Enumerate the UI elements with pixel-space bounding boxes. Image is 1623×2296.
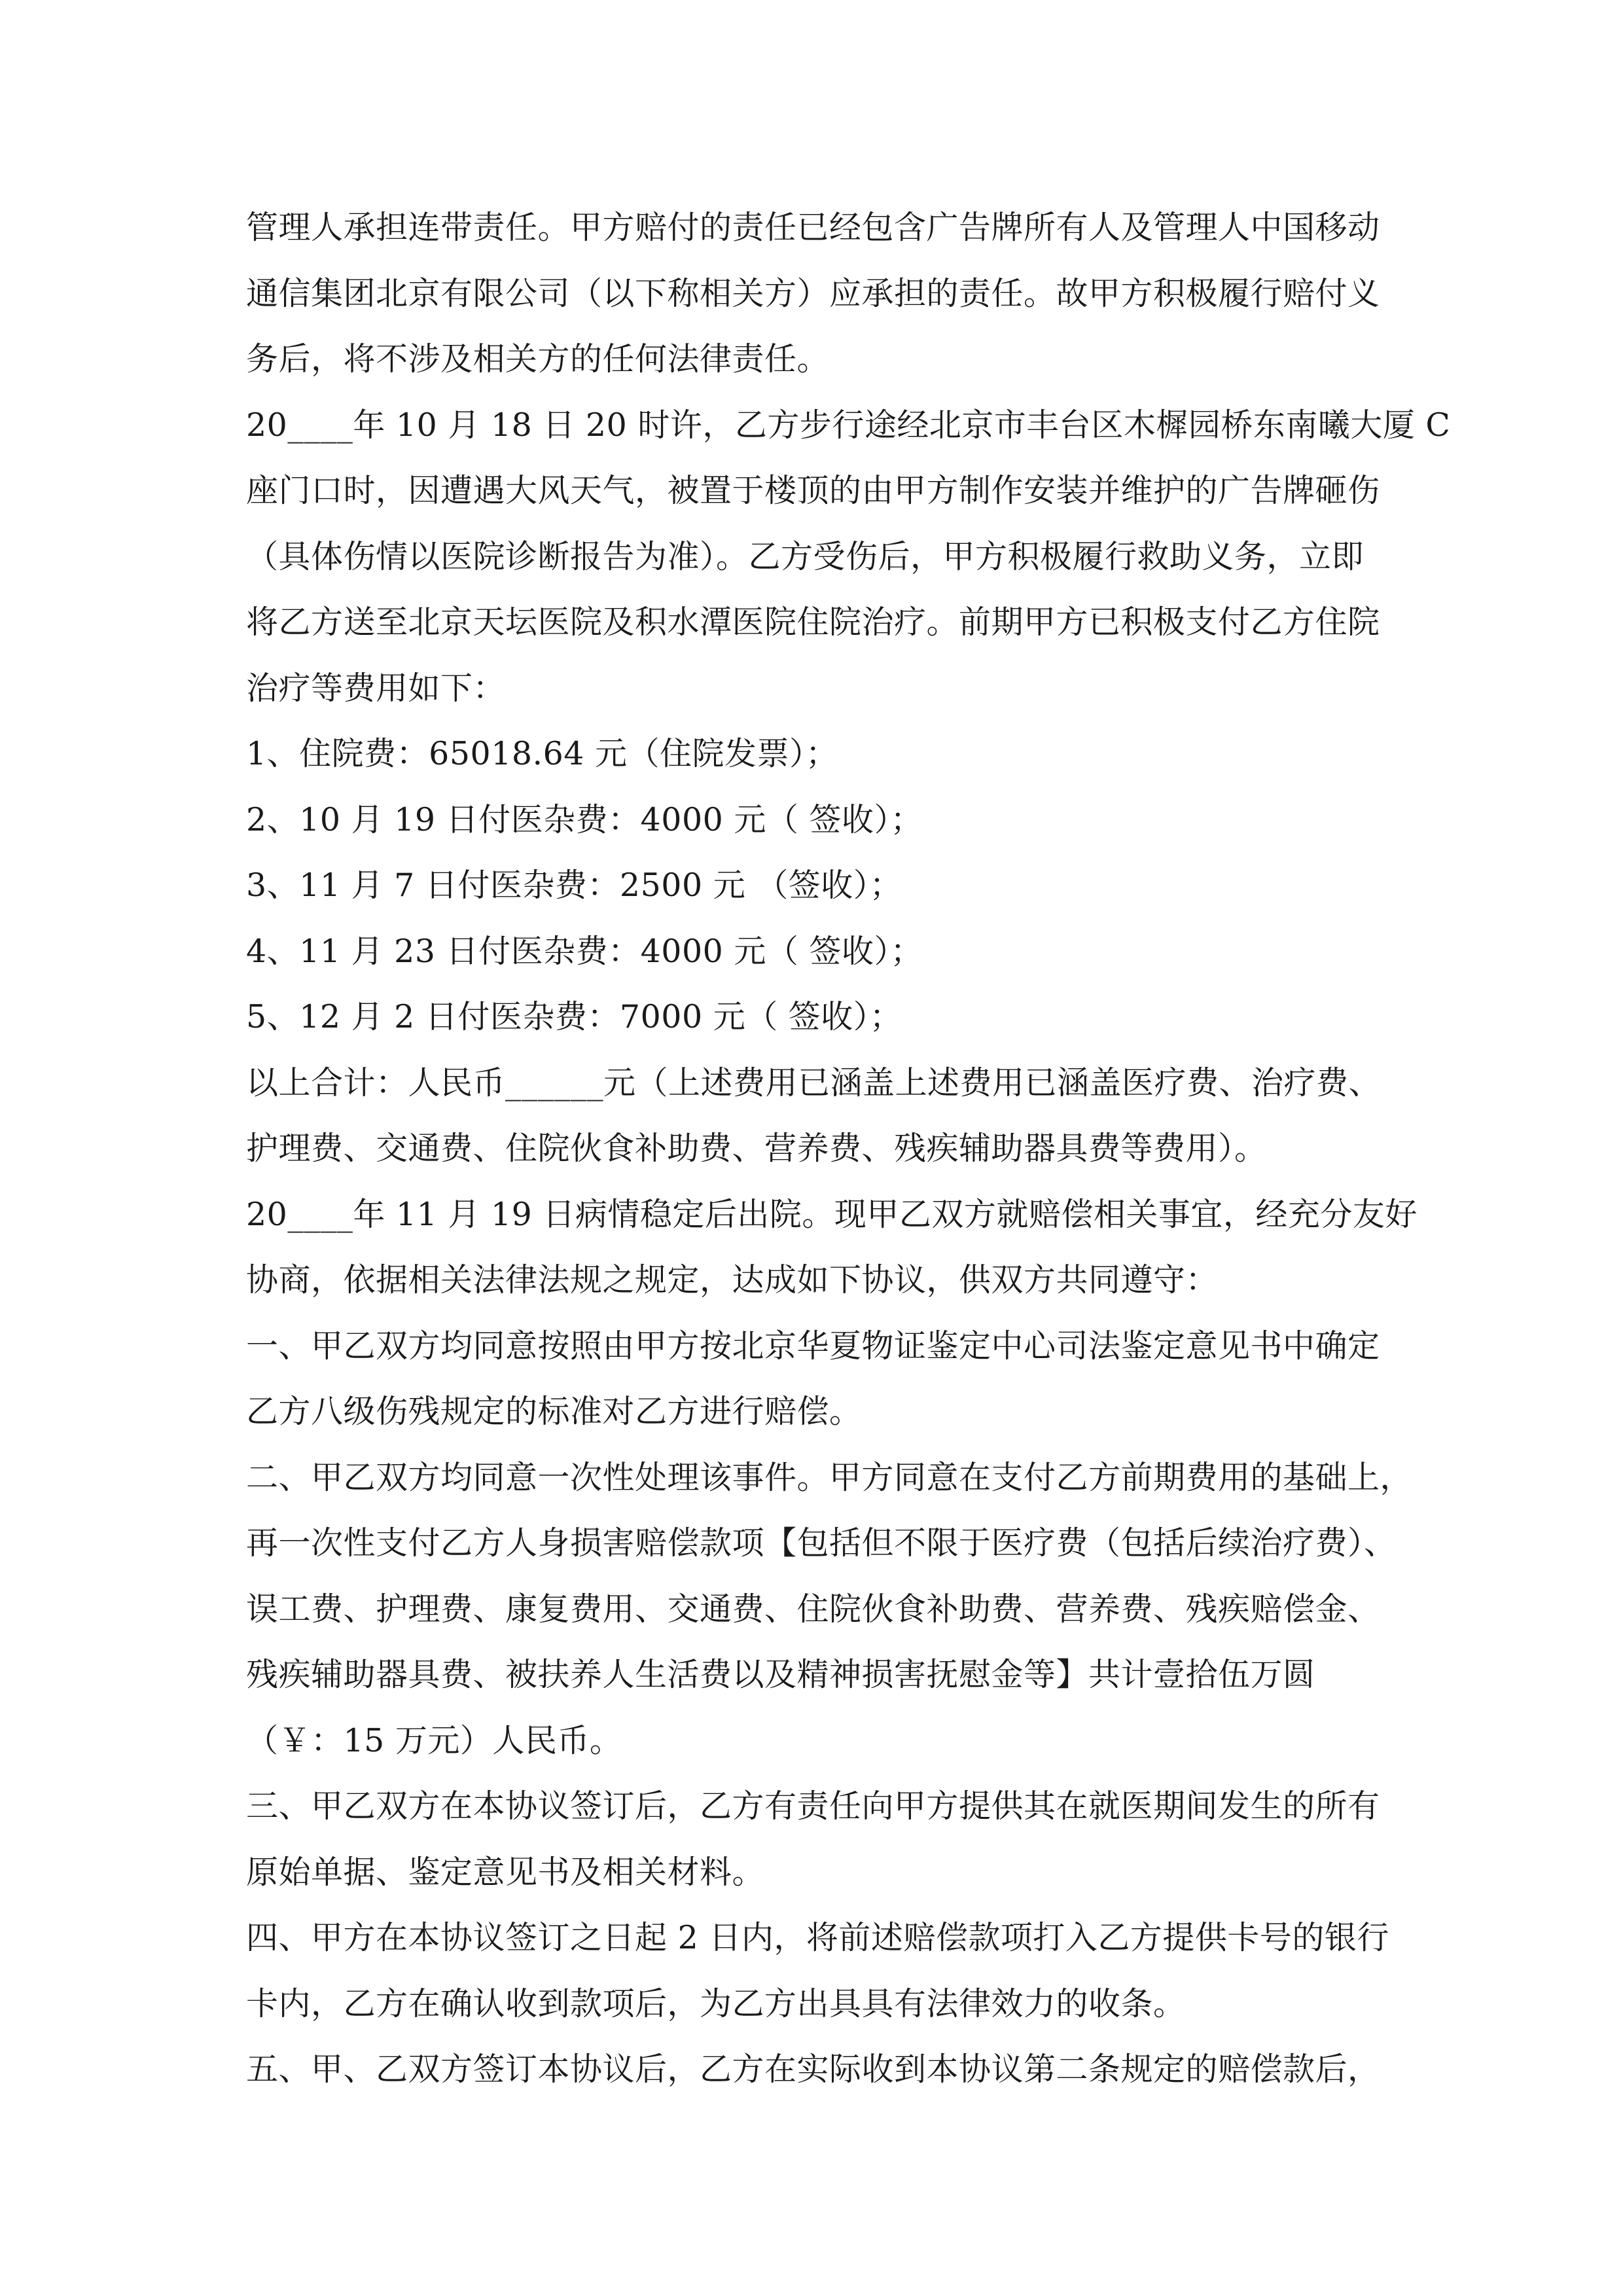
- text-line: 治疗等费用如下：: [246, 669, 506, 707]
- text-line: 将乙方送至北京天坛医院及积水潭医院住院治疗。前期甲方已积极支付乙方住院: [246, 603, 1380, 641]
- clause-5: 五、甲、乙双方签订本协议后，乙方在实际收到本协议第二条规定的赔偿款后，: [246, 2051, 1380, 2088]
- text-line: （具体伤情以医院诊断报告为准）。乙方受伤后，甲方积极履行救助义务，立即: [246, 537, 1364, 575]
- text-line: 管理人承担连带责任。甲方赔付的责任已经包含广告牌所有人及管理人中国移动: [246, 209, 1380, 246]
- text-line: 20____年 10 月 18 日 20 时许，乙方步行途经北京市丰台区木樨园桥东南曦大厦 C: [246, 406, 1451, 444]
- text-line: 再一次性支付乙方人身损害赔偿款项【包括但不限于医疗费（包括后续治疗费）、: [246, 1524, 1397, 1562]
- expense-item-2: 2、10 月 19 日付医杂费：4000 元（ 签收）；: [246, 800, 923, 838]
- text-line: 乙方八级伤残规定的标准对乙方进行赔偿。: [246, 1393, 862, 1430]
- text-line: 通信集团北京有限公司（以下称相关方）应承担的责任。故甲方积极履行赔付义: [246, 274, 1380, 312]
- text-line: 误工费、护理费、康复费用、交通费、住院伙食补助费、营养费、残疾赔偿金、: [246, 1590, 1380, 1628]
- text-line: 协商，依据相关法律法规之规定，达成如下协议，供双方共同遵守：: [246, 1261, 1219, 1299]
- clause-1: 一、甲乙双方均同意按照由甲方按北京华夏物证鉴定中心司法鉴定意见书中确定: [246, 1327, 1380, 1365]
- expense-item-1: 1、住院费：65018.64 元（住院发票）；: [246, 735, 838, 772]
- clause-4: 四、甲方在本协议签订之日起 2 日内，将前述赔偿款项打入乙方提供卡号的银行: [246, 1919, 1389, 1956]
- text-line: （￥：15 万元）人民币。: [246, 1721, 622, 1759]
- text-line: 20____年 11 月 19 日病情稳定后出院。现甲乙双方就赔偿相关事宜，经充分友好: [246, 1195, 1418, 1233]
- text-line: 残疾辅助器具费、被扶养人生活费以及精神损害抚慰金等】共计壹拾伍万圆: [246, 1656, 1315, 1693]
- expense-total: 以上合计：人民币______元（上述费用已涵盖上述费用已涵盖医疗费、治疗费、: [246, 1064, 1382, 1102]
- document-body: [246, 195, 1451, 2103]
- text-line: 卡内，乙方在确认收到款项后，为乙方出具具有法律效力的收条。: [246, 1984, 1186, 2022]
- expense-item-3: 3、11 月 7 日付医杂费：2500 元 （签收）；: [246, 867, 902, 904]
- expense-item-5: 5、12 月 2 日付医杂费：7000 元（ 签收）；: [246, 998, 902, 1035]
- text-line: 务后，将不涉及相关方的任何法律责任。: [246, 340, 830, 378]
- text-line: 护理费、交通费、住院伙食补助费、营养费、残疾辅助器具费等费用）。: [246, 1130, 1267, 1167]
- clause-2: 二、甲乙双方均同意一次性处理该事件。甲方同意在支付乙方前期费用的基础上，: [246, 1458, 1413, 1496]
- expense-item-4: 4、11 月 23 日付医杂费：4000 元（ 签收）；: [246, 932, 923, 970]
- text-line: 座门口时，因遭遇大风天气，被置于楼顶的由甲方制作安装并维护的广告牌砸伤: [246, 472, 1380, 509]
- clause-3: 三、甲乙双方在本协议签订后，乙方有责任向甲方提供其在就医期间发生的所有: [246, 1787, 1380, 1825]
- text-line: 原始单据、鉴定意见书及相关材料。: [246, 1853, 765, 1891]
